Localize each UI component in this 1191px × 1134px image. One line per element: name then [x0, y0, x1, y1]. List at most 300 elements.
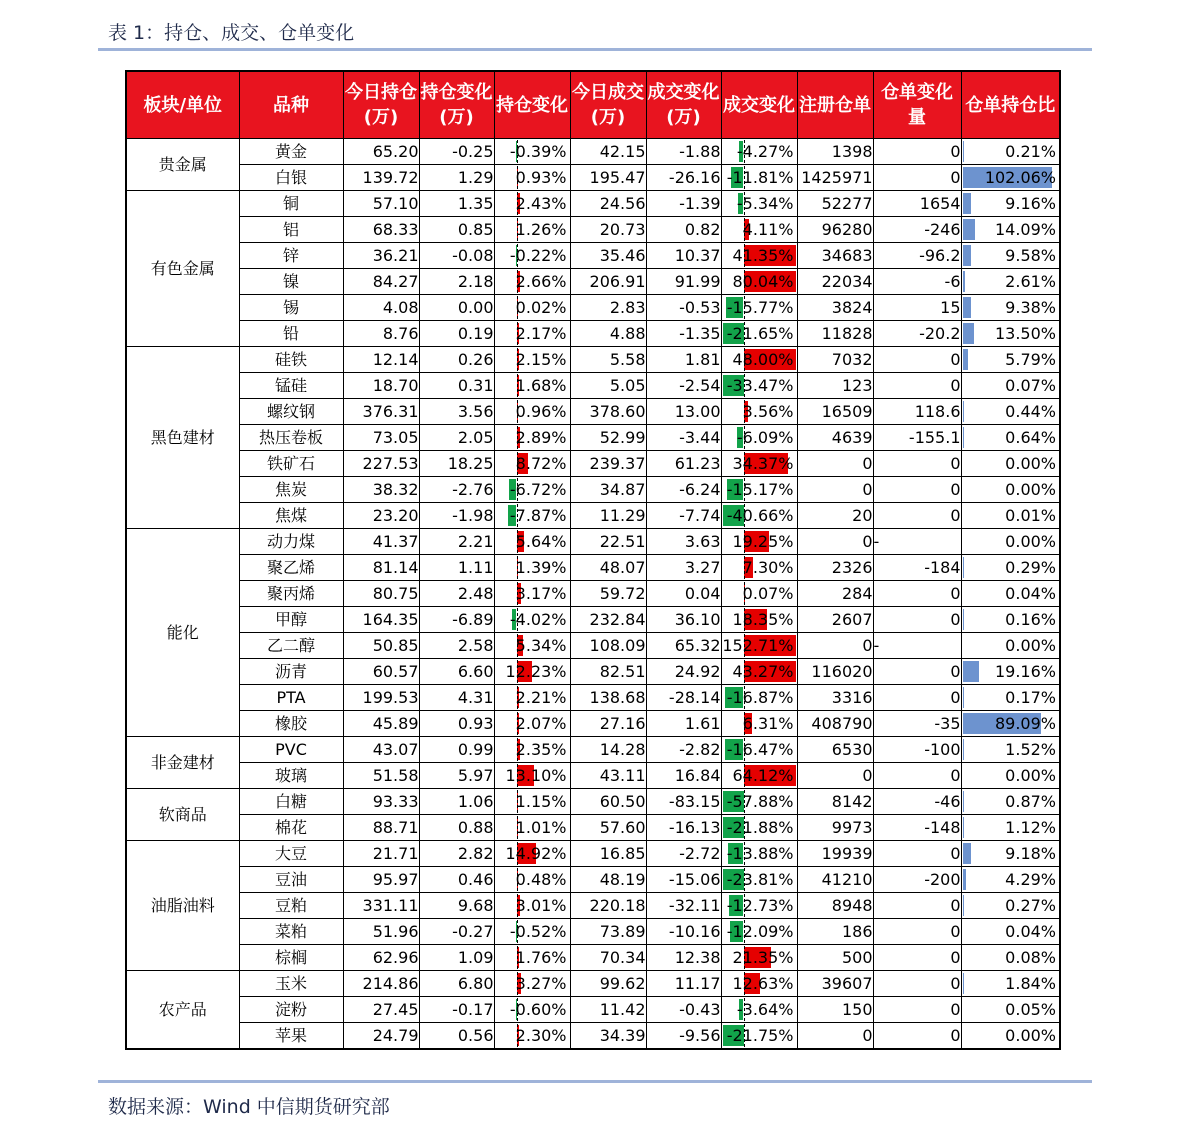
- volume-change-pct-cell: [721, 659, 797, 685]
- variety-cell: 乙二醇: [239, 633, 343, 659]
- ratio-value: 0.44%: [1005, 402, 1056, 421]
- variety-cell: 锡: [239, 295, 343, 321]
- warrant-ratio-cell: [961, 295, 1060, 321]
- oi-change-pct-cell: [494, 841, 570, 867]
- variety-cell: 焦煤: [239, 503, 343, 529]
- table-row: [126, 191, 1060, 217]
- warrant-ratio-cell: [961, 711, 1060, 737]
- warrant-change-cell: 0: [873, 919, 961, 945]
- oi-change-pct-cell: [494, 685, 570, 711]
- oi-change-pct-cell: [494, 191, 570, 217]
- open-interest-cell: 139.72: [343, 165, 419, 191]
- oi-change-cell: 1.06: [419, 789, 494, 815]
- warrant-ratio-cell: [961, 555, 1060, 581]
- oi-change-cell: 0.46: [419, 867, 494, 893]
- variety-cell: 大豆: [239, 841, 343, 867]
- warrants-cell: 3824: [797, 295, 873, 321]
- warrant-change-cell: -155.1: [873, 425, 961, 451]
- bar-value: 19.25%: [732, 532, 794, 551]
- sector-cell: 贵金属: [126, 139, 239, 191]
- volume-change-cell: -26.16: [646, 165, 721, 191]
- volume-cell: 378.60: [570, 399, 646, 425]
- oi-change-cell: -0.17: [419, 997, 494, 1023]
- table-row: [126, 425, 1060, 451]
- open-interest-cell: 38.32: [343, 477, 419, 503]
- warrants-cell: 0: [797, 1023, 873, 1050]
- volume-change-cell: -15.06: [646, 867, 721, 893]
- volume-cell: 35.46: [570, 243, 646, 269]
- oi-change-cell: -2.76: [419, 477, 494, 503]
- variety-cell: 铁矿石: [239, 451, 343, 477]
- warrant-change-cell: 0: [873, 893, 961, 919]
- warrants-cell: 0: [797, 633, 873, 659]
- volume-change-pct-cell: [721, 789, 797, 815]
- warrant-change-cell: 0: [873, 841, 961, 867]
- positions-table: [125, 70, 1061, 1050]
- oi-change-pct-cell: [494, 867, 570, 893]
- ratio-value: 0.00%: [1005, 532, 1056, 551]
- warrant-change-cell: 0: [873, 1023, 961, 1050]
- volume-cell: 34.39: [570, 1023, 646, 1050]
- open-interest-cell: 214.86: [343, 971, 419, 997]
- ratio-value: 0.64%: [1005, 428, 1056, 447]
- table-row: [126, 165, 1060, 191]
- bar-value: 0.02%: [515, 298, 567, 317]
- warrants-cell: 186: [797, 919, 873, 945]
- oi-change-cell: 2.58: [419, 633, 494, 659]
- warrants-cell: 16509: [797, 399, 873, 425]
- open-interest-cell: 50.85: [343, 633, 419, 659]
- volume-cell: 5.05: [570, 373, 646, 399]
- volume-change-cell: 11.17: [646, 971, 721, 997]
- table-row: [126, 737, 1060, 763]
- volume-change-cell: 61.23: [646, 451, 721, 477]
- warrant-change-cell: 0: [873, 581, 961, 607]
- volume-change-cell: -2.54: [646, 373, 721, 399]
- warrant-change-cell: -6: [873, 269, 961, 295]
- table-row: [126, 243, 1060, 269]
- bar-value: -15.17%: [726, 480, 794, 499]
- table-row: [126, 477, 1060, 503]
- volume-change-cell: 10.37: [646, 243, 721, 269]
- table-row: [126, 321, 1060, 347]
- open-interest-cell: 41.37: [343, 529, 419, 555]
- oi-change-cell: 0.26: [419, 347, 494, 373]
- oi-change-pct-cell: [494, 1023, 570, 1050]
- table-row: [126, 451, 1060, 477]
- warrants-cell: 34683: [797, 243, 873, 269]
- volume-change-pct-cell: [721, 191, 797, 217]
- warrants-cell: 8948: [797, 893, 873, 919]
- warrant-ratio-cell: [961, 165, 1060, 191]
- bar-value: 64.12%: [732, 766, 794, 785]
- volume-change-pct-cell: [721, 347, 797, 373]
- warrant-ratio-cell: [961, 893, 1060, 919]
- warrant-ratio-cell: [961, 503, 1060, 529]
- warrant-ratio-cell: [961, 347, 1060, 373]
- volume-change-cell: -6.24: [646, 477, 721, 503]
- variety-cell: 棕榈: [239, 945, 343, 971]
- open-interest-cell: 36.21: [343, 243, 419, 269]
- oi-change-pct-cell: [494, 269, 570, 295]
- bar-value: -0.60%: [509, 1000, 567, 1019]
- volume-cell: 11.29: [570, 503, 646, 529]
- data-source: 数据来源：Wind 中信期货研究部: [108, 1096, 390, 1118]
- volume-cell: 206.91: [570, 269, 646, 295]
- volume-change-cell: -32.11: [646, 893, 721, 919]
- oi-change-pct-cell: [494, 633, 570, 659]
- bar-value: 1.76%: [515, 948, 567, 967]
- ratio-value: 9.58%: [1005, 246, 1056, 265]
- volume-change-pct-cell: [721, 503, 797, 529]
- bar-value: 43.27%: [732, 662, 794, 681]
- table-row: [126, 139, 1060, 165]
- oi-change-pct-cell: [494, 503, 570, 529]
- volume-change-pct-cell: [721, 607, 797, 633]
- volume-change-pct-cell: [721, 633, 797, 659]
- bar-value: 1.26%: [515, 220, 567, 239]
- volume-change-pct-cell: [721, 295, 797, 321]
- bar-value: -6.09%: [736, 428, 794, 447]
- header-warrants: 注册仓单: [797, 71, 873, 139]
- variety-cell: 沥青: [239, 659, 343, 685]
- table-row: [126, 217, 1060, 243]
- warrant-ratio-cell: [961, 217, 1060, 243]
- oi-change-cell: 0.19: [419, 321, 494, 347]
- warrant-ratio-cell: [961, 815, 1060, 841]
- bar-value: 8.72%: [515, 454, 567, 473]
- table-row: [126, 607, 1060, 633]
- volume-change-cell: -0.43: [646, 997, 721, 1023]
- oi-change-pct-cell: [494, 789, 570, 815]
- volume-change-cell: 65.32: [646, 633, 721, 659]
- bar-value: 12.23%: [505, 662, 567, 681]
- warrant-ratio-cell: [961, 997, 1060, 1023]
- warrant-ratio-cell: [961, 373, 1060, 399]
- warrant-change-cell: -246: [873, 217, 961, 243]
- bar-value: 3.17%: [515, 584, 567, 603]
- volume-cell: 195.47: [570, 165, 646, 191]
- bar-value: -4.02%: [509, 610, 567, 629]
- oi-change-cell: 2.82: [419, 841, 494, 867]
- sector-cell: 有色金属: [126, 191, 239, 347]
- bar-value: 1.15%: [515, 792, 567, 811]
- oi-change-cell: 0.93: [419, 711, 494, 737]
- warrants-cell: 2607: [797, 607, 873, 633]
- warrant-ratio-cell: [961, 477, 1060, 503]
- warrant-change-cell: 15: [873, 295, 961, 321]
- table-body: [126, 139, 1060, 1050]
- table-row: [126, 789, 1060, 815]
- oi-change-pct-cell: [494, 555, 570, 581]
- bar-value: -12.09%: [726, 922, 794, 941]
- table-row: [126, 373, 1060, 399]
- variety-cell: 铝: [239, 217, 343, 243]
- variety-cell: 聚乙烯: [239, 555, 343, 581]
- warrants-cell: 0: [797, 529, 873, 555]
- warrants-cell: 9973: [797, 815, 873, 841]
- bar-value: -0.52%: [509, 922, 567, 941]
- ratio-value: 0.05%: [1005, 1000, 1056, 1019]
- oi-change-pct-cell: [494, 711, 570, 737]
- volume-change-pct-cell: [721, 867, 797, 893]
- variety-cell: 锌: [239, 243, 343, 269]
- open-interest-cell: 331.11: [343, 893, 419, 919]
- volume-change-pct-cell: [721, 893, 797, 919]
- volume-change-cell: -1.35: [646, 321, 721, 347]
- ratio-value: 89.09%: [994, 714, 1056, 733]
- oi-change-cell: 3.56: [419, 399, 494, 425]
- volume-cell: 20.73: [570, 217, 646, 243]
- warrant-change-cell: 0: [873, 607, 961, 633]
- warrants-cell: 19939: [797, 841, 873, 867]
- ratio-value: 0.00%: [1005, 1026, 1056, 1045]
- bar-value: -11.81%: [726, 168, 794, 187]
- warrant-ratio-cell: [961, 867, 1060, 893]
- warrant-change-cell: 0: [873, 997, 961, 1023]
- oi-change-pct-cell: [494, 815, 570, 841]
- sector-cell: 能化: [126, 529, 239, 737]
- oi-change-pct-cell: [494, 321, 570, 347]
- volume-change-cell: 3.63: [646, 529, 721, 555]
- warrant-change-cell: 0: [873, 165, 961, 191]
- table-row: [126, 867, 1060, 893]
- volume-change-cell: 91.99: [646, 269, 721, 295]
- header-row: [126, 71, 1060, 139]
- bar-value: 5.34%: [515, 636, 567, 655]
- ratio-value: 19.16%: [994, 662, 1056, 681]
- bar-value: -33.47%: [726, 376, 794, 395]
- variety-cell: PVC: [239, 737, 343, 763]
- bar-value: 2.15%: [515, 350, 567, 369]
- ratio-value: 1.52%: [1005, 740, 1056, 759]
- volume-cell: 22.51: [570, 529, 646, 555]
- warrant-change-cell: -20.2: [873, 321, 961, 347]
- volume-change-cell: 13.00: [646, 399, 721, 425]
- bar-value: -23.81%: [726, 870, 794, 889]
- volume-cell: 60.50: [570, 789, 646, 815]
- oi-change-cell: -6.89: [419, 607, 494, 633]
- warrant-change-cell: 0: [873, 685, 961, 711]
- volume-change-cell: -1.88: [646, 139, 721, 165]
- open-interest-cell: 93.33: [343, 789, 419, 815]
- bar-value: 7.30%: [742, 558, 794, 577]
- volume-change-pct-cell: [721, 815, 797, 841]
- warrants-cell: 20: [797, 503, 873, 529]
- table-row: [126, 555, 1060, 581]
- warrant-change-cell: 1654: [873, 191, 961, 217]
- ratio-value: 1.12%: [1005, 818, 1056, 837]
- volume-change-pct-cell: [721, 997, 797, 1023]
- warrants-cell: 123: [797, 373, 873, 399]
- open-interest-cell: 227.53: [343, 451, 419, 477]
- table-row: [126, 295, 1060, 321]
- ratio-value: 13.50%: [994, 324, 1056, 343]
- bar-value: -0.39%: [509, 142, 567, 161]
- warrant-ratio-cell: [961, 425, 1060, 451]
- oi-change-pct-cell: [494, 581, 570, 607]
- header-warrant-change: 仓单变化量: [873, 71, 961, 139]
- open-interest-cell: 23.20: [343, 503, 419, 529]
- oi-change-pct-cell: [494, 295, 570, 321]
- oi-change-pct-cell: [494, 737, 570, 763]
- volume-cell: 239.37: [570, 451, 646, 477]
- volume-change-pct-cell: [721, 581, 797, 607]
- bar-value: 0.93%: [515, 168, 567, 187]
- warrant-ratio-cell: [961, 529, 1060, 555]
- variety-cell: 淀粉: [239, 997, 343, 1023]
- warrant-ratio-cell: [961, 1023, 1060, 1050]
- open-interest-cell: 199.53: [343, 685, 419, 711]
- oi-change-cell: 2.18: [419, 269, 494, 295]
- volume-change-pct-cell: [721, 399, 797, 425]
- open-interest-cell: 88.71: [343, 815, 419, 841]
- table-row: [126, 711, 1060, 737]
- oi-change-cell: 0.56: [419, 1023, 494, 1050]
- header-volume-change: 成交变化(万): [646, 71, 721, 139]
- warrant-ratio-cell: [961, 191, 1060, 217]
- variety-cell: 白银: [239, 165, 343, 191]
- volume-change-pct-cell: [721, 243, 797, 269]
- sector-cell: 黑色建材: [126, 347, 239, 529]
- oi-change-pct-cell: [494, 165, 570, 191]
- top-rule: [98, 48, 1092, 51]
- warrant-change-cell: -: [873, 633, 961, 659]
- sector-cell: 农产品: [126, 971, 239, 1050]
- bar-value: 0.48%: [515, 870, 567, 889]
- volume-change-pct-cell: [721, 477, 797, 503]
- bar-value: -21.88%: [726, 818, 794, 837]
- volume-cell: 2.83: [570, 295, 646, 321]
- open-interest-cell: 80.75: [343, 581, 419, 607]
- oi-change-cell: -1.98: [419, 503, 494, 529]
- warrants-cell: 3316: [797, 685, 873, 711]
- warrant-change-cell: -: [873, 529, 961, 555]
- bar-value: 2.30%: [515, 1026, 567, 1045]
- ratio-value: 0.00%: [1005, 636, 1056, 655]
- open-interest-cell: 27.45: [343, 997, 419, 1023]
- volume-change-pct-cell: [721, 217, 797, 243]
- warrant-ratio-cell: [961, 269, 1060, 295]
- volume-cell: 42.15: [570, 139, 646, 165]
- volume-change-cell: 24.92: [646, 659, 721, 685]
- variety-cell: 豆粕: [239, 893, 343, 919]
- bar-value: 48.00%: [732, 350, 794, 369]
- ratio-value: 9.16%: [1005, 194, 1056, 213]
- ratio-value: 0.29%: [1005, 558, 1056, 577]
- warrant-change-cell: -35: [873, 711, 961, 737]
- oi-change-cell: 0.31: [419, 373, 494, 399]
- bar-value: 0.96%: [515, 402, 567, 421]
- volume-change-pct-cell: [721, 269, 797, 295]
- oi-change-cell: 0.00: [419, 295, 494, 321]
- table-row: [126, 685, 1060, 711]
- ratio-value: 0.01%: [1005, 506, 1056, 525]
- volume-change-pct-cell: [721, 919, 797, 945]
- volume-cell: 59.72: [570, 581, 646, 607]
- bar-value: 3.01%: [515, 896, 567, 915]
- oi-change-cell: 0.99: [419, 737, 494, 763]
- warrant-ratio-cell: [961, 945, 1060, 971]
- table-row: [126, 763, 1060, 789]
- volume-change-cell: -9.56: [646, 1023, 721, 1050]
- warrant-change-cell: -200: [873, 867, 961, 893]
- volume-change-cell: 1.81: [646, 347, 721, 373]
- bar-value: 13.10%: [505, 766, 567, 785]
- ratio-value: 0.00%: [1005, 454, 1056, 473]
- bar-value: 0.07%: [742, 584, 794, 603]
- warrant-change-cell: 0: [873, 373, 961, 399]
- volume-change-pct-cell: [721, 555, 797, 581]
- bar-value: 80.04%: [732, 272, 794, 291]
- ratio-value: 0.87%: [1005, 792, 1056, 811]
- warrant-change-cell: -148: [873, 815, 961, 841]
- open-interest-cell: 51.58: [343, 763, 419, 789]
- warrant-ratio-cell: [961, 971, 1060, 997]
- variety-cell: 螺纹钢: [239, 399, 343, 425]
- oi-change-cell: 5.97: [419, 763, 494, 789]
- open-interest-cell: 12.14: [343, 347, 419, 373]
- bar-value: 5.64%: [515, 532, 567, 551]
- open-interest-cell: 45.89: [343, 711, 419, 737]
- ratio-value: 9.18%: [1005, 844, 1056, 863]
- volume-change-pct-cell: [721, 139, 797, 165]
- warrant-ratio-cell: [961, 321, 1060, 347]
- table-row: [126, 1023, 1060, 1050]
- volume-cell: 5.58: [570, 347, 646, 373]
- oi-change-pct-cell: [494, 763, 570, 789]
- ratio-value: 14.09%: [994, 220, 1056, 239]
- variety-cell: 甲醇: [239, 607, 343, 633]
- warrants-cell: 8142: [797, 789, 873, 815]
- volume-cell: 52.99: [570, 425, 646, 451]
- warrants-cell: 1425971: [797, 165, 873, 191]
- volume-change-pct-cell: [721, 945, 797, 971]
- volume-cell: 73.89: [570, 919, 646, 945]
- ratio-value: 0.00%: [1005, 766, 1056, 785]
- table-row: [126, 945, 1060, 971]
- bar-value: -57.88%: [726, 792, 794, 811]
- header-oi-change-pct: 持仓变化: [494, 71, 570, 139]
- warrants-cell: 0: [797, 763, 873, 789]
- volume-cell: 43.11: [570, 763, 646, 789]
- variety-cell: 聚丙烯: [239, 581, 343, 607]
- variety-cell: 玻璃: [239, 763, 343, 789]
- variety-cell: 白糖: [239, 789, 343, 815]
- bar-value: 34.37%: [732, 454, 794, 473]
- volume-change-pct-cell: [721, 1023, 797, 1050]
- volume-cell: 108.09: [570, 633, 646, 659]
- bar-value: -7.87%: [509, 506, 567, 525]
- volume-cell: 48.07: [570, 555, 646, 581]
- volume-change-cell: -2.72: [646, 841, 721, 867]
- variety-cell: 豆油: [239, 867, 343, 893]
- table-row: [126, 815, 1060, 841]
- sector-cell: 软商品: [126, 789, 239, 841]
- warrant-ratio-cell: [961, 451, 1060, 477]
- table-row: [126, 529, 1060, 555]
- warrants-cell: 39607: [797, 971, 873, 997]
- oi-change-cell: 6.80: [419, 971, 494, 997]
- ratio-value: 0.21%: [1005, 142, 1056, 161]
- warrant-change-cell: 0: [873, 477, 961, 503]
- oi-change-pct-cell: [494, 425, 570, 451]
- oi-change-pct-cell: [494, 451, 570, 477]
- oi-change-pct-cell: [494, 971, 570, 997]
- bar-value: 21.35%: [732, 948, 794, 967]
- bar-value: -15.77%: [726, 298, 794, 317]
- volume-cell: 14.28: [570, 737, 646, 763]
